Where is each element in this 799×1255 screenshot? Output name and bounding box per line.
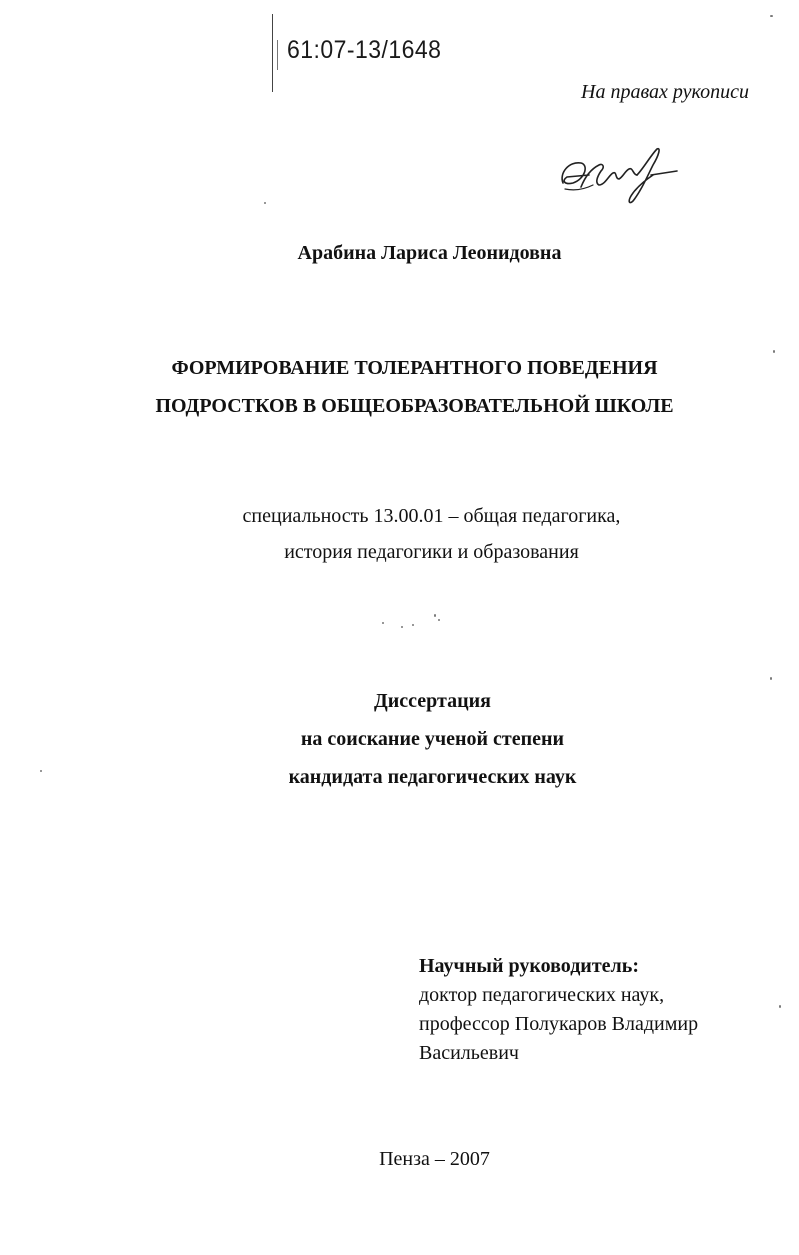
advisor-line: Васильевич <box>419 1042 519 1064</box>
catalog-number: 61:07-13/1648 <box>287 36 442 64</box>
specialty-line: история педагогики и образования <box>284 541 579 563</box>
scan-speck <box>770 677 772 680</box>
catalog-margin-rule <box>272 14 273 92</box>
degree-statement <box>0 682 799 796</box>
scan-speck <box>773 350 775 353</box>
scan-speck <box>438 619 440 621</box>
scan-speck <box>40 770 42 772</box>
city-and-year: Пенза – 2007 <box>379 1148 490 1170</box>
handwritten-signature <box>555 145 685 207</box>
scan-speck <box>401 626 403 628</box>
scan-speck <box>779 1005 781 1008</box>
advisor-heading: Научный руководитель: <box>419 955 639 977</box>
degree-line: Диссертация <box>374 690 491 712</box>
scan-speck <box>264 202 266 204</box>
scan-speck <box>412 624 414 626</box>
scan-speck <box>434 614 436 617</box>
scan-speck <box>382 622 384 624</box>
title-line: ФОРМИРОВАНИЕ ТОЛЕРАНТНОГО ПОВЕДЕНИЯ <box>171 357 658 379</box>
degree-line: кандидата педагогических наук <box>288 766 577 788</box>
catalog-margin-rule-short <box>277 40 278 70</box>
scientific-advisor <box>419 952 698 1068</box>
scan-speck <box>770 15 773 17</box>
specialty <box>0 498 799 570</box>
rights-note: На правах рукописи <box>581 81 749 103</box>
dissertation-title <box>0 349 799 425</box>
advisor-line: доктор педагогических наук, <box>419 984 665 1006</box>
degree-line: на соискание ученой степени <box>300 728 565 750</box>
specialty-line: специальность 13.00.01 – общая педагогика, <box>242 505 621 527</box>
advisor-line: профессор Полукаров Владимир <box>419 1013 699 1035</box>
author-name: Арабина Лариса Леонидовна <box>297 242 562 264</box>
title-line: ПОДРОСТКОВ В ОБЩЕОБРАЗОВАТЕЛЬНОЙ ШКОЛЕ <box>155 395 674 417</box>
